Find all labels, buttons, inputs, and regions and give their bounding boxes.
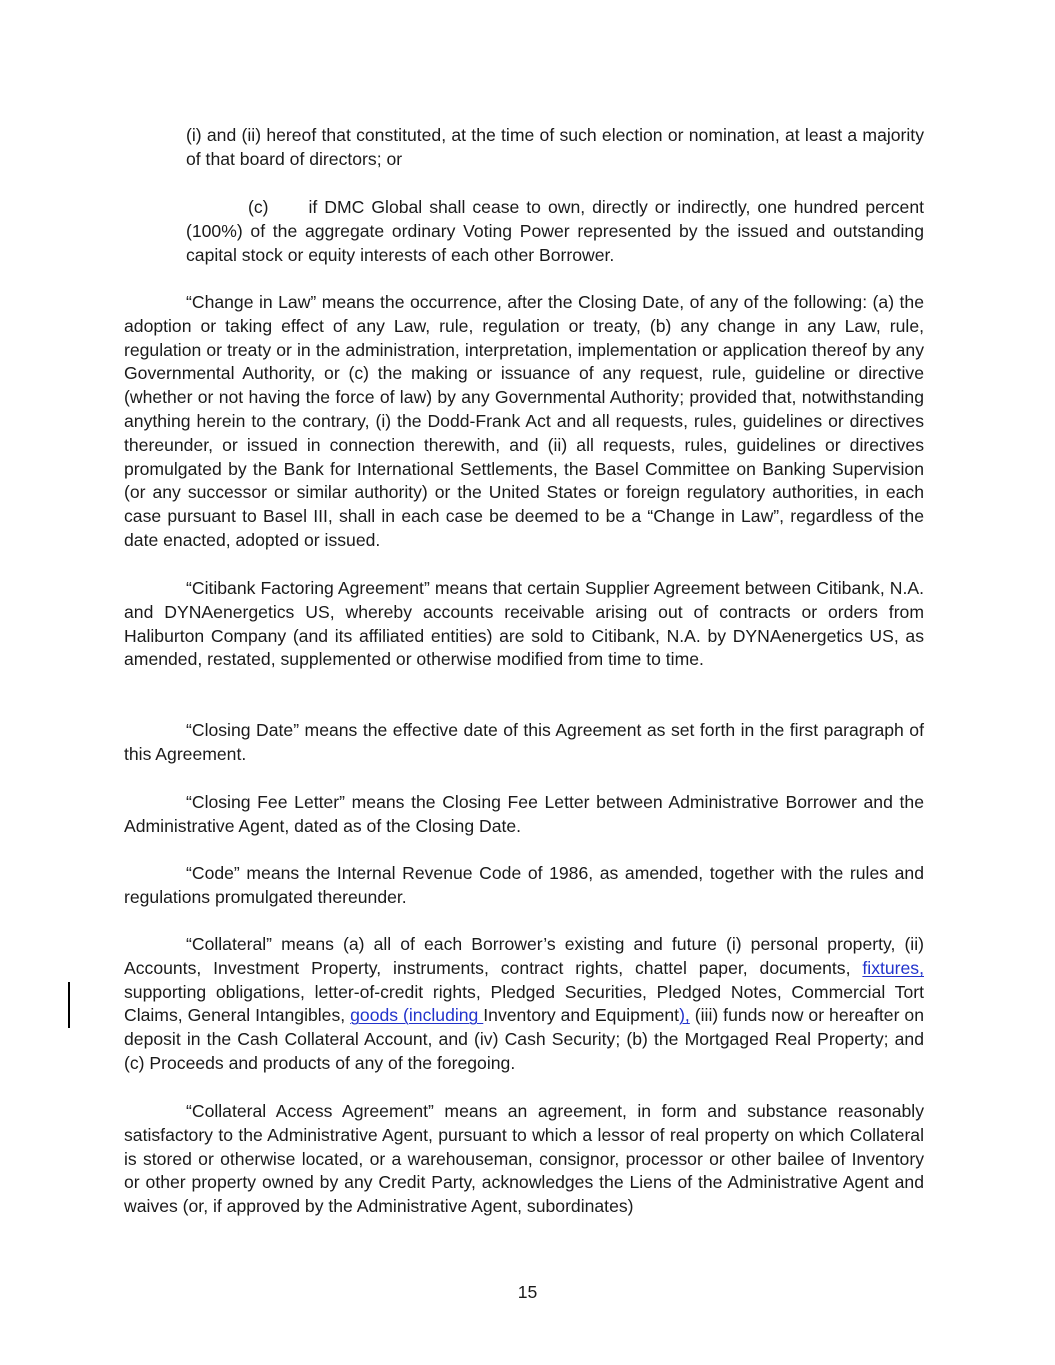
paragraph-closing-date: “Closing Date” means the effective date of this Agreement as set forth in the first paragraph of this Agreement. [124, 720, 924, 764]
collateral-text-part2: supporting obligations, letter-of-credit rights, Pledged Securities, Pledged Notes, Commercial Tort Claims, General Intangibles, [124, 981, 924, 1026]
paragraph-citibank-factoring: “Citibank Factoring Agreement” means that certain Supplier Agreement between Citibank, N.A. and DYNAenergetics US, whereby accounts receivable arising out of contracts or orders from Haliburton Company (and its affiliated entities) are sold to Citibank, N.A. by DYNAenergetics US, as amended, restated, supplemented or otherwise modified from time to time. [124, 578, 924, 670]
page-number: 15 [517, 1282, 538, 1302]
tracked-insertion-close-paren[interactable]: ), [679, 1005, 690, 1026]
paragraph-collateral [124, 933, 924, 1076]
paragraph-clause-c [186, 196, 924, 267]
tracked-insertion-fixtures[interactable]: fixtures, [862, 957, 924, 978]
paragraph-code: “Code” means the Internal Revenue Code of 1986, as amended, together with the rules and regulations promulgated thereunder. [124, 863, 924, 907]
collateral-text-part3: Inventory and Equipment [483, 1005, 680, 1026]
collateral-text-part1: “Collateral” means (a) all of each Borrower’s existing and future (i) personal property, (ii) Accounts, Investment Property, instruments, contract rights, chattel paper, documents, [124, 934, 924, 978]
clause-c-text: if DMC Global shall cease to own, directly or indirectly, one hundred percent (100%) of the aggregate ordinary Voting Power represented by the issued and outstanding capital stock or equity interests of each other Borrower. [186, 197, 924, 265]
revision-change-bar [68, 982, 70, 1028]
paragraph-continuation: (i) and (ii) hereof that constituted, at the time of such election or nomination, at least a majority of that board of directors; or [186, 125, 924, 169]
paragraph-collateral-access-agreement: “Collateral Access Agreement” means an agreement, in form and substance reasonably satisfactory to the Administrative Agent, pursuant to which a lessor of real property on which Collateral is stored or otherwise located, or a warehouseman, consignor, processor or other bailee of Inventory or other property owned by any Credit Party, acknowledges the Liens of the Administrative Agent and waives (or, if approved by the Administrative Agent, subordinates) [124, 1101, 924, 1217]
paragraph-closing-fee-letter: “Closing Fee Letter” means the Closing Fee Letter between Administrative Borrower and the Administrative Agent, dated as of the Closing Date. [124, 792, 924, 836]
tracked-insertion-goods[interactable]: goods (including [350, 1005, 484, 1026]
collateral-text-part4: (iii) funds now or hereafter on deposit in the Cash Collateral Account, and (iv) Cash Security; (b) the Mortgaged Real Property; and (c) Proceeds and products of any of the foregoing. [124, 1005, 924, 1073]
clause-c-label: (c) [248, 197, 269, 217]
paragraph-change-in-law: “Change in Law” means the occurrence, after the Closing Date, of any of the following: (a) the adoption or taking effect of any Law, rule, regulation or treaty, (b) any change in any Law, rule, regulation or treaty or in the administration, interpretation, implementation or application thereof by any Governmental Authority, or (c) the making or issuance of any request, rule, guideline or directive (whether or not having the force of law) by any Governmental Authority; provided that, notwithstanding anything herein to the contrary, (i) the Dodd-Frank Act and all requests, rules, guidelines or directives thereunder, or issued in connection therewith, and (ii) all requests, rules, guidelines or directives promulgated by the Bank for International Settlements, the Basel Committee on Banking Supervision (or any successor or similar authority) or the United States or foreign regulatory authorities, in each case pursuant to Basel III, shall in each case be deemed to be a “Change in Law”, regardless of the date enacted, adopted or issued. [124, 292, 924, 550]
